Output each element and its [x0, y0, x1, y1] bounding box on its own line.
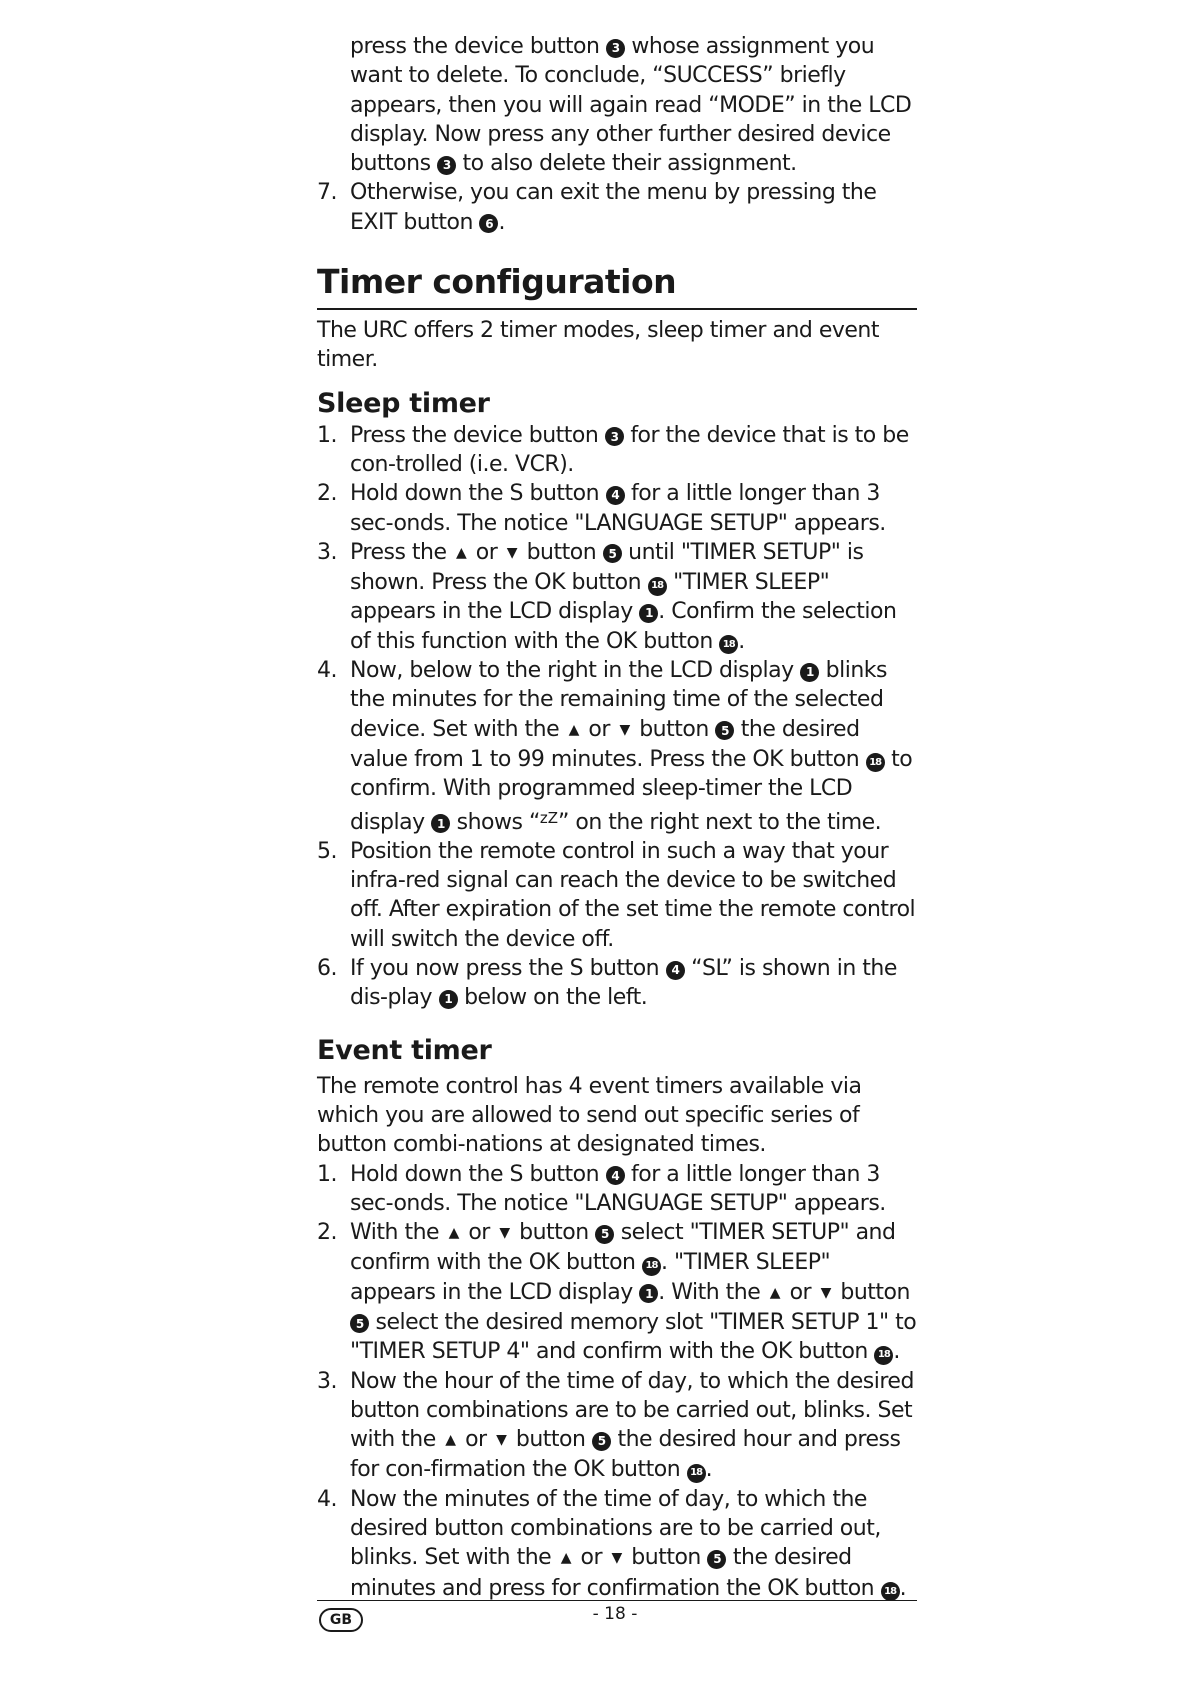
text-run: Now the minutes of the time of day, to which the desired button combinations are to be carried out, blinks. Set with the [350, 1486, 881, 1571]
text-run: or [468, 1220, 490, 1246]
sleep-step-4 [317, 656, 917, 837]
text-run: . "TIMER SLEEP" appears in the LCD display [350, 1250, 831, 1305]
sleep-step-3 [317, 538, 917, 656]
text-run: for a little longer than 3 sec-onds. The notice "LANGUAGE SETUP" appears. [350, 1161, 886, 1216]
up-arrow-icon: ▲ [769, 1284, 781, 1301]
sleep-timer-heading: Sleep timer [317, 387, 490, 419]
text-run: Position the remote control in such a way that your infra-red signal can reach the device to be switched off. After expiration of the set time the remote control will switch the device off. [350, 838, 916, 952]
text-run: the desired value from 1 to 99 minutes. Press the OK button [350, 716, 860, 772]
text-run: button [515, 1427, 586, 1453]
event-step-4 [317, 1485, 917, 1603]
sleep-step-2 [317, 479, 917, 538]
sleep-step-5 [317, 837, 917, 954]
step-number: 2. [317, 1220, 337, 1246]
text-run: button [631, 1545, 701, 1571]
badge-5-icon: 5 [603, 544, 622, 563]
text-run: or [475, 539, 498, 565]
sleep-step-1 [317, 421, 917, 480]
text-run: button [840, 1279, 910, 1305]
event-step-1 [317, 1160, 917, 1219]
page-number: - 18 - [592, 1604, 638, 1624]
text-run: blinks the minutes for the remaining time of the selected device. Set with the [350, 658, 887, 742]
step-number: 3. [317, 1368, 337, 1394]
step-number: 5. [317, 838, 337, 864]
badge-18-icon: 18 [687, 1464, 706, 1483]
badge-5-icon: 5 [592, 1432, 611, 1451]
text-run: . With the [658, 1279, 761, 1305]
step-number: 4. [317, 1486, 337, 1512]
text-run: button [526, 539, 597, 565]
text-run: or [789, 1279, 812, 1305]
badge-5-icon: 5 [595, 1225, 614, 1244]
text-run: the desired hour and press for con-firmation the OK button [350, 1427, 901, 1483]
badge-18-icon: 18 [648, 577, 667, 596]
event-timer-heading: Event timer [317, 1034, 492, 1066]
badge-1-icon: 1 [439, 990, 458, 1009]
text-run: . [893, 1339, 900, 1365]
badge-6-icon: 6 [479, 214, 498, 233]
step-number: 2. [317, 481, 337, 507]
text-run: Press the device button [350, 422, 599, 448]
text-run: If you now press the S button [350, 956, 660, 982]
down-arrow-icon: ▼ [820, 1284, 831, 1301]
menu-steps-list [317, 178, 917, 237]
text-run: . [498, 209, 505, 235]
text-run: . [738, 628, 745, 654]
badge-1-icon: 1 [639, 1284, 658, 1303]
text-run: select "TIMER SETUP" and confirm with the OK button [350, 1220, 896, 1276]
continued-step-text [317, 32, 917, 178]
badge-4-icon: 4 [606, 1166, 625, 1185]
badge-18-icon: 18 [719, 635, 738, 654]
sleep-step-6 [317, 954, 917, 1013]
up-arrow-icon: ▲ [560, 1550, 571, 1567]
badge-18-icon: 18 [866, 753, 885, 772]
manual-page [317, 32, 917, 1603]
text-run: or [588, 716, 610, 742]
badge-1-icon: 1 [800, 663, 819, 682]
text-run: "TIMER SLEEP" appears in the LCD display [350, 570, 830, 625]
text-run: . [705, 1457, 713, 1483]
text-run: to confirm. With programmed sleep-timer the LCD display [350, 746, 913, 835]
text-run: ” on the right next to the time. [558, 809, 882, 835]
timer-intro: The URC offers 2 timer modes, sleep timer and event timer. [317, 318, 880, 373]
text-run: until "TIMER SETUP" is shown. Press the OK button [350, 539, 864, 596]
text-run: button [639, 716, 709, 742]
down-arrow-icon: ▼ [506, 544, 518, 561]
language-badge: GB [319, 1608, 363, 1632]
step-number: 1. [317, 1161, 337, 1187]
text-run: whose assignment you want to delete. To conclude, “SUCCESS” briefly appears, then you will again read “MODE” in the LCD display. Now press any other further desired device buttons [350, 34, 912, 177]
text-run: Hold down the S button [350, 1161, 600, 1187]
event-timer-intro: The remote control has 4 event timers available via which you are allowed to send out specific series of button combi-nations at designated times. [317, 1073, 862, 1158]
text-run: press the device button [350, 34, 600, 59]
timer-configuration-heading: Timer configuration [317, 262, 917, 310]
down-arrow-icon: ▼ [619, 721, 630, 738]
up-arrow-icon: ▲ [448, 1225, 459, 1242]
badge-5-icon: 5 [707, 1550, 726, 1569]
step-7 [317, 178, 917, 237]
badge-1-icon: 1 [639, 604, 658, 623]
badge-18-icon: 18 [881, 1582, 900, 1601]
text-run: shows “ [456, 809, 540, 835]
text-run: Hold down the S button [350, 481, 600, 507]
text-run: the desired minutes and press for confirmation the OK button [350, 1545, 875, 1601]
sleep-zz-symbol: zZ [539, 808, 558, 827]
text-run: Otherwise, you can exit the menu by pressing the EXIT button [350, 180, 877, 235]
up-arrow-icon: ▲ [568, 721, 579, 738]
text-run: to also delete their assignment. [462, 151, 797, 177]
text-run: or [580, 1545, 603, 1571]
badge-5-icon: 5 [350, 1314, 369, 1333]
text-run: select the desired memory slot "TIMER SETUP 1" to "TIMER SETUP 4" and confirm with the OK button [350, 1309, 917, 1365]
down-arrow-icon: ▼ [611, 1550, 622, 1567]
text-run: With the [350, 1220, 440, 1246]
text-run: for a little longer than 3 sec-onds. The notice "LANGUAGE SETUP" appears. [350, 481, 886, 536]
footer-divider [317, 1600, 917, 1601]
down-arrow-icon: ▼ [499, 1225, 510, 1242]
text-run: Now, below to the right in the LCD display [350, 658, 794, 684]
badge-3-icon: 3 [437, 156, 456, 175]
badge-4-icon: 4 [666, 961, 685, 980]
step-number: 6. [317, 956, 337, 982]
up-arrow-icon: ▲ [445, 1432, 456, 1449]
badge-3-icon: 3 [605, 427, 624, 446]
event-step-2 [317, 1218, 917, 1366]
down-arrow-icon: ▼ [496, 1432, 507, 1449]
sleep-timer-steps [317, 421, 917, 1013]
up-arrow-icon: ▲ [456, 544, 467, 561]
step-number: 3. [317, 539, 337, 565]
text-run: Now the hour of the time of day, to which the desired button combinations are to be carried out, blinks. Set with the [350, 1368, 914, 1453]
badge-4-icon: 4 [606, 486, 625, 505]
step-number: 4. [317, 658, 337, 684]
step-number: 7. [317, 180, 337, 206]
text-run: for the device that is to be con-trolled (i.e. VCR). [350, 422, 909, 477]
text-run: Press the [350, 539, 447, 565]
badge-3-icon: 3 [606, 39, 625, 58]
event-timer-steps [317, 1160, 917, 1603]
text-run: button [519, 1220, 589, 1246]
text-run: “SL” is shown in the dis-play [350, 956, 897, 1011]
text-run: below on the left. [464, 985, 648, 1011]
badge-18-icon: 18 [874, 1346, 893, 1365]
text-run: . [899, 1575, 907, 1601]
event-step-3 [317, 1367, 917, 1485]
badge-1-icon: 1 [431, 814, 450, 833]
text-run: or [465, 1427, 487, 1453]
badge-5-icon: 5 [715, 721, 734, 740]
step-number: 1. [317, 422, 337, 448]
badge-18-icon: 18 [642, 1257, 661, 1276]
text-run: . Confirm the selection of this function with the OK button [350, 599, 897, 654]
